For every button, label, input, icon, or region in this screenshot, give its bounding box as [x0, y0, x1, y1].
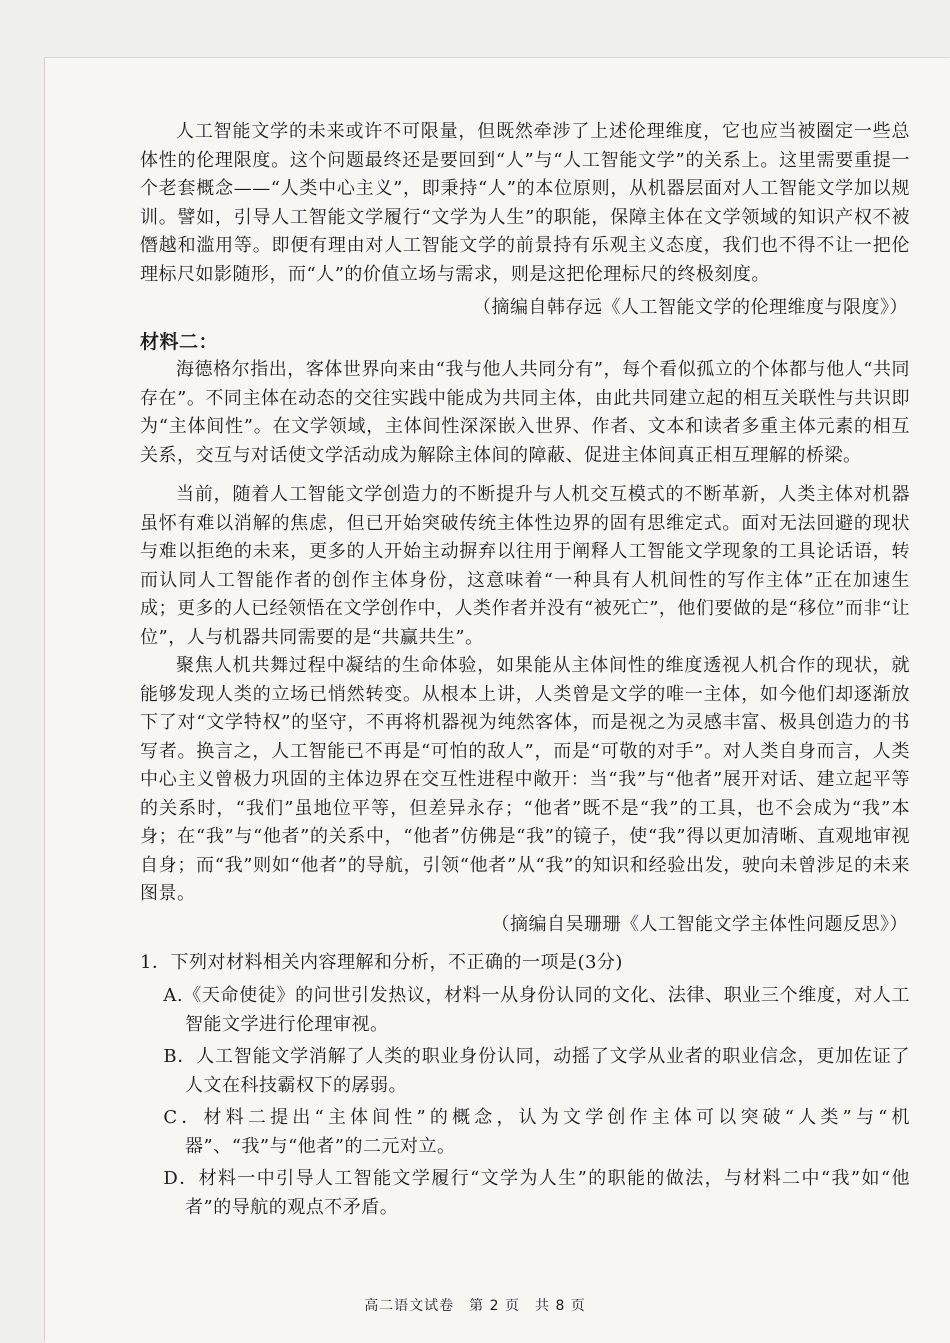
material2-paragraph-3: 聚焦人机共舞过程中凝结的生命体验，如果能从主体间性的维度透视人机合作的现状，就能够发现人类的立场已悄然转变。从根本上讲，人类曾是文学的唯一主体，如今他们却逐渐放下了对“文学特权”的坚守，不再将机器视为纯然客体，而是视之为灵感丰富、极具创造力的书写者。换言之，人工智能已不再是“可怕的敌人”，而是“可敬的对手”。对人类自身而言，人类中心主义曾极力巩固的主体边界在交互性进程中敞开：当“我”与“他者”展开对话、建立起平等的关系时，“我们”虽地位平等，但差异永存；“他者”既不是“我”的工具，也不会成为“我”本身；在“我”与“他者”的关系中，“他者”仿佛是“我”的镜子，使“我”得以更加清晰、直观地审视自身；而“我”则如“他者”的导航，引领“他者”从“我”的知识和经验出发，驶向未曾涉足的未来图景。: [140, 655, 910, 904]
material2-paragraph-2: 当前，随着人工智能文学创造力的不断提升与人机交互模式的不断革新，人类主体对机器虽怀有难以消解的焦虑，但已开始突破传统主体性边界的固有思维定式。面对无法回避的现状与难以拒绝的未来，更多的人开始主动摒弃以往用于阐释人工智能文学现象的工具论话语，转而认同人工智能作者的创作主体身份，这意味着“一种具有人机间性的写作主体”正在加速生成；更多的人已经领悟在文学创作中，人类作者并没有“被死亡”，他们要做的是“移位”而非“让位”，人与机器共同需要的是“共赢共生”。: [140, 484, 911, 648]
material1-paragraph: 人工智能文学的未来或许不可限量，但既然牵涉了上述伦理维度，它也应当被圈定一些总体性的伦理限度。这个问题最终还是要回到“人”与“人工智能文学”的关系上。这里需要重提一个老套概念——“人类中心主义”，即秉持“人”的本位原则，从机器层面对人工智能文学加以规训。譬如，引导人工智能文学履行“文学为人生”的职能，保障主体在文学领域的知识产权不被僭越和滥用等。即便有理由对人工智能文学的前景持有乐观主义态度，我们也不得不让一把伦理标尺如影随形，而“人”的价值立场与需求，则是这把伦理标尺的终极刻度。: [140, 121, 910, 285]
question-1-option-c: C．材料二提出“主体间性”的概念，认为文学创作主体可以突破“人类”与“机器”、“我”与“他者”的二元对立。: [163, 1106, 910, 1157]
question-1-stem: 1．下列对材料相关内容理解和分析，不正确的一项是(3分): [140, 952, 623, 973]
question-1-option-d: D．材料一中引导人工智能文学履行“文学为人生”的职能的做法，与材料二中“我”如“他者”的导航的观点不矛盾。: [163, 1167, 910, 1218]
material2-source: （摘编自吴珊珊《人工智能文学主体性问题反思》）: [491, 913, 908, 935]
question-1: [140, 949, 910, 1222]
material2-paragraph-1: 海德格尔指出，客体世界向来由“我与他人共同分有”，每个看似孤立的个体都与他人“共同存在”。不同主体在动态的交往实践中能成为共同主体，由此共同建立起的相互关联性与共识即为“主体间性”。在文学领域，主体间性深深嵌入世界、作者、文本和读者多重主体元素的相互关系，交互与对话使文学活动成为解除主体间的障蔽、促进主体间真正相互理解的桥梁。: [140, 359, 910, 466]
question-1-option-b: B．人工智能文学消解了人类的职业身份认同，动摇了文学从业者的职业信念，更加佐证了人文在科技霸权下的孱弱。: [163, 1045, 910, 1096]
material1-source: （摘编自韩存远《人工智能文学的伦理维度与限度》）: [473, 297, 908, 318]
exam-page-content: [140, 118, 910, 1222]
page-footer: 高二语文试卷 第 2 页 共 8 页: [364, 1298, 586, 1314]
question-1-option-a: A.《天命使徒》的问世引发热议，材料一从身份认同的文化、法律、职业三个维度，对人工智能文学进行伦理审视。: [163, 984, 910, 1035]
material2-heading: 材料二：: [140, 330, 219, 353]
